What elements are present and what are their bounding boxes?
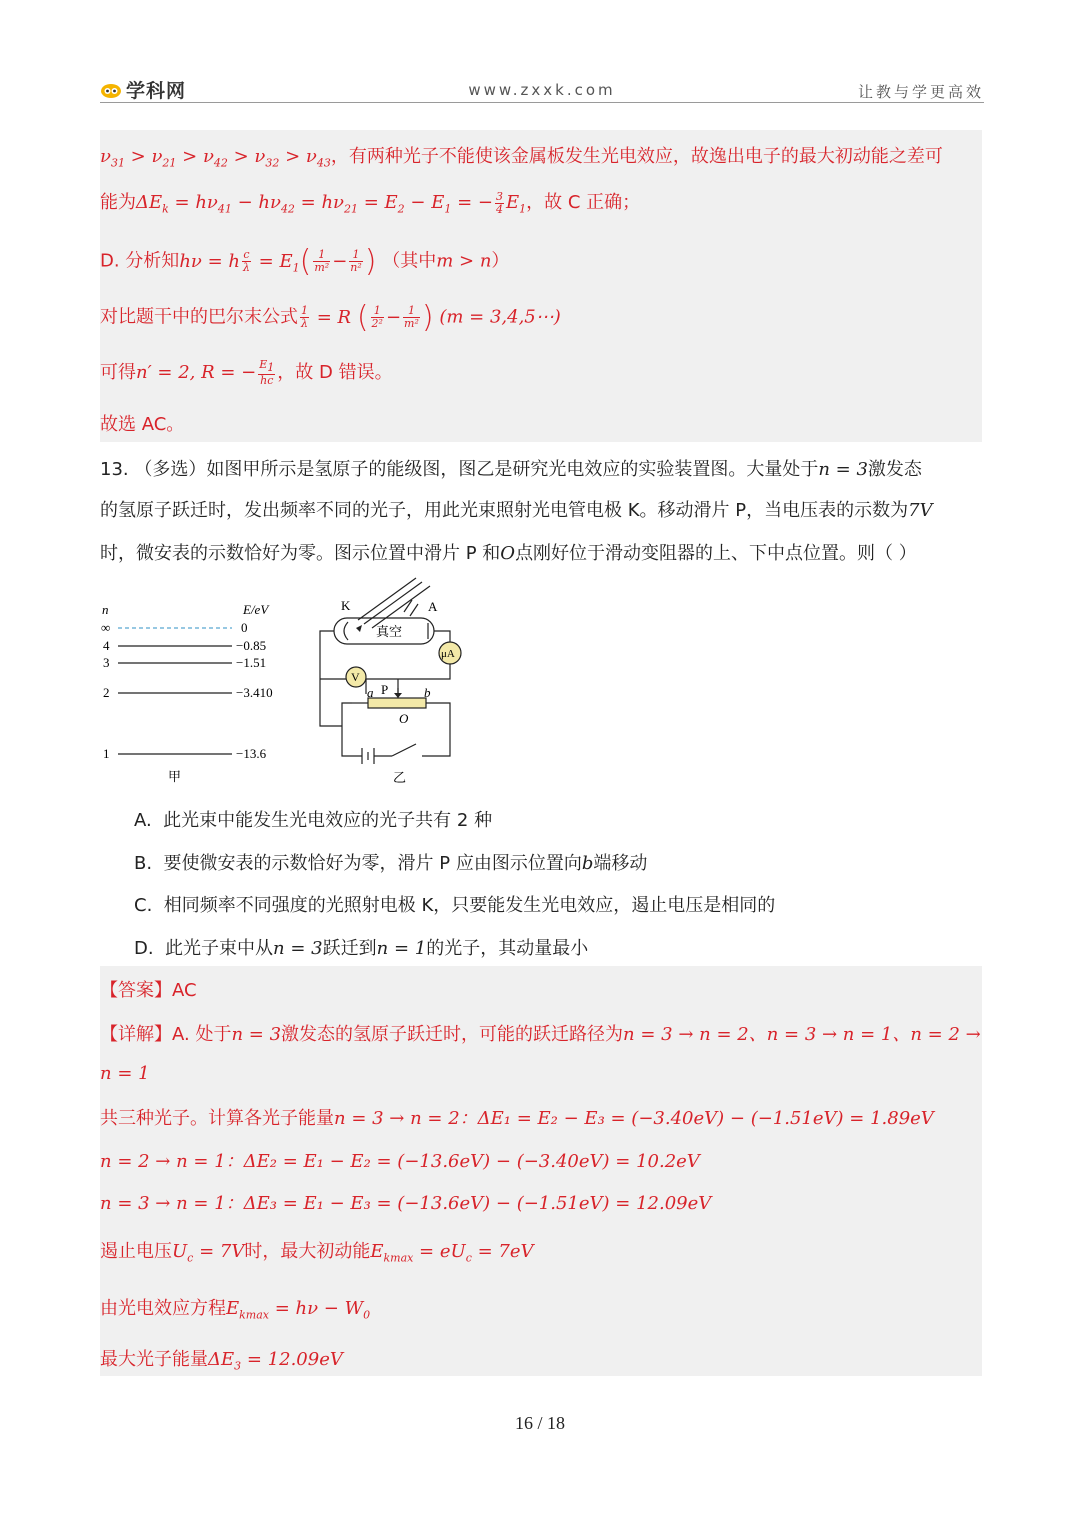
switch <box>392 744 416 756</box>
label-p: P <box>381 682 389 697</box>
option-d[interactable]: D. 此光子束中从n = 3跃迁到n = 1的光子，其动量最小 <box>134 938 589 959</box>
answer-label: 【答案】AC <box>100 980 197 1001</box>
level-e-3: −1.51 <box>236 655 267 670</box>
level-e-2: −3.410 <box>236 685 273 700</box>
level-e-1: −13.6 <box>236 746 267 761</box>
label-voltmeter: V <box>351 670 360 684</box>
question-line-3: 时，微安表的示数恰好为零。图示位置中滑片 P 和O点刚好位于滑动变阻器的上、下中点位置。则（ ） <box>100 543 917 564</box>
detail-line-4: n = 2 → n = 1：ΔE₂ = E₁ − E₂ = (−13.6eV) − (−3.40eV) = 10.2eV <box>100 1151 700 1172</box>
label-a: A <box>428 599 438 614</box>
prev-line-1: $\nu_{31} > \nu_{21} > \nu_{42} > \nu_{32} > \nu_{43}$，有两种光子不能使该金属板发生光电效应，故逸出电子的最大初动能之差可 <box>100 146 943 170</box>
detail-line-1: 【详解】A. 处于n = 3激发态的氢原子跃迁时，可能的跃迁路径为n = 3 → n = 2、n = 3 → n = 1、n = 2 → <box>100 1024 981 1045</box>
rheostat <box>368 698 426 708</box>
detail-line-5: n = 3 → n = 1：ΔE₃ = E₁ − E₃ = (−13.6eV) − (−1.51eV) = 12.09eV <box>100 1193 712 1214</box>
slogan: 让教与学更高效 <box>857 83 984 101</box>
energy-level-diagram <box>96 595 296 790</box>
prev-line-2: 能为$\Delta E_k = h\nu_{41} - h\nu_{42} = h\nu_{21} = E_2 - E_1$ = − $\frac{3}{4}$ $E_1$，故 C 正确； <box>100 189 641 216</box>
circuit-diagram <box>312 576 472 788</box>
prev-line-6: 故选 AC。 <box>100 414 185 435</box>
level-n-4: 4 <box>103 638 110 653</box>
prev-line-4: 对比题干中的巴尔末公式 $\frac{1}{\lambda}$ = R ( $\frac{1}{\text{2²}}$ − $\frac{1}{\text{m²}}$ ) (m = 3,4,5⋯) <box>100 300 561 335</box>
label-microammeter: μA <box>441 648 455 660</box>
question-line-2: 的氢原子跃迁时，发出频率不同的光子，用此光束照射光电管电极 K。移动滑片 P，当电压表的示数为7V <box>100 500 933 521</box>
page-header <box>100 72 984 103</box>
prev-line-3: D. 分析知hν = h $\frac{c}{\lambda}$ = $E_1$( $\frac{1}{\text{m²}}$ − $\frac{1}{\text{n²}}$ ) （其中m > n） <box>100 244 510 279</box>
label-k: K <box>341 598 351 613</box>
logo-text: 学科网 <box>126 80 187 102</box>
label-o: O <box>399 711 409 726</box>
option-b[interactable]: B. 要使微安表的示数恰好为零，滑片 P 应由图示位置向b端移动 <box>134 853 648 874</box>
cathode-k <box>344 622 348 640</box>
level-n-3: 3 <box>103 655 110 670</box>
level-e-inf: 0 <box>241 620 248 635</box>
prev-solution-panel <box>100 130 982 442</box>
e-axis-label: E/eV <box>243 602 269 617</box>
detail-line-7: 由光电效应方程$E_{kmax} = h\nu - W_0$ <box>100 1298 371 1322</box>
question-line-1: 13. （多选）如图甲所示是氢原子的能级图，图乙是研究光电效应的实验装置图。大量处于n = 3激发态 <box>100 459 922 480</box>
level-n-2: 2 <box>103 685 110 700</box>
caption-yi: 乙 <box>393 770 407 785</box>
level-n-inf: ∞ <box>101 620 111 635</box>
detail-line-3: 共三种光子。计算各光子能量n = 3 → n = 2：ΔE₁ = E₂ − E₃ = (−3.40eV) − (−1.51eV) = 1.89eV <box>100 1108 934 1129</box>
page-number: 16 / 18 <box>514 1413 565 1433</box>
label-b-end: b <box>424 685 431 700</box>
option-a[interactable]: A. 此光束中能发生光电效应的光子共有 2 种 <box>134 810 493 831</box>
detail-line-6: 遏止电压$U_c = 7V$时，最大初动能$E_{kmax} = eU_c = 7eV$ <box>100 1241 534 1265</box>
n-axis-label: n <box>102 602 109 617</box>
prev-line-5: 可得n′ = 2, R = − $\frac{E_1}{hc}$ ，故 D 错误。 <box>100 357 393 388</box>
option-c[interactable]: C. 相同频率不同强度的光照射电极 K，只要能发生光电效应，遏止电压是相同的 <box>134 895 776 916</box>
level-e-4: −0.85 <box>236 638 267 653</box>
label-vacuum: 真空 <box>376 624 403 639</box>
detail-line-8: 最大光子能量$\Delta E_3 = 12.09eV$ <box>100 1349 343 1373</box>
level-n-1: 1 <box>103 746 110 761</box>
label-a-end: a <box>367 685 374 700</box>
site-url[interactable]: www.zxxk.com <box>468 81 616 99</box>
detail-line-2: n = 1 <box>100 1063 150 1084</box>
caption-jia: 甲 <box>168 769 182 784</box>
